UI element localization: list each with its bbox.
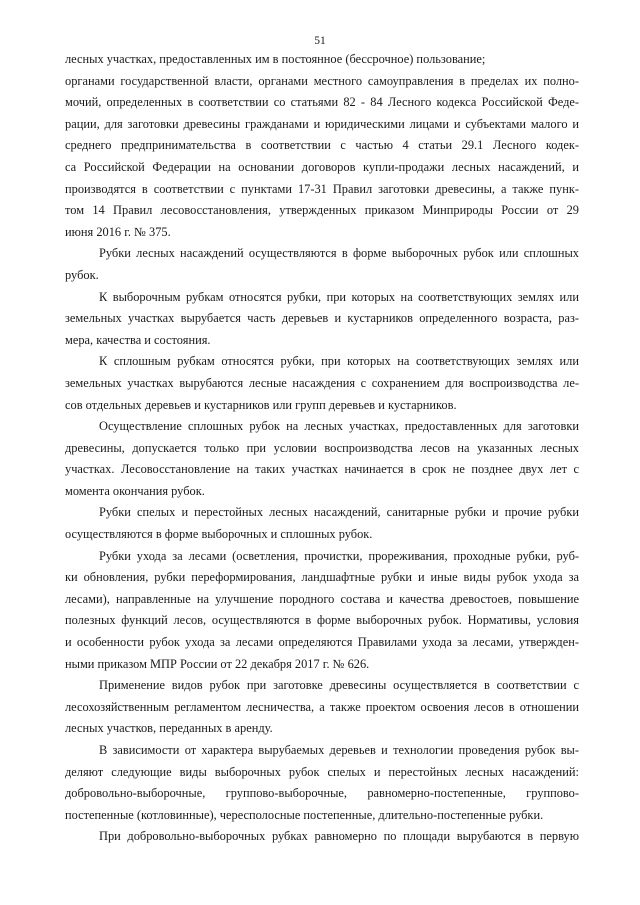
text-line: Рубки лесных насаждений осуществляются в форме выборочных рубок или сплошных — [99, 246, 579, 261]
text-line: са Российской Федерации на основании договоров купли-продажи лесных насаждений, и — [65, 159, 579, 174]
text-line: земельных участках вырубаются лесные насаждения с сохранением для воспроизводства ле- — [65, 375, 579, 390]
text-line: лесных участках, предоставленных им в постоянное (бессрочное) пользование; — [65, 52, 486, 66]
text-line: Применение видов рубок при заготовке древесины осуществляется в соответствии с — [99, 678, 579, 693]
text-line: ными приказом МПР России от 22 декабря 2017 г. № 626. — [65, 656, 370, 671]
text-line: земельных участках вырубается часть деревьев и кустарников определенного возраста, раз- — [65, 311, 579, 326]
text-line: деляют следующие виды выборочных рубок спелых и перестойных лесных насаждений: — [65, 764, 579, 779]
text-line: лесных участков, переданных в аренду. — [65, 721, 273, 736]
text-line: и особенности рубок ухода за лесами определяются Правилами ухода за лесами, утвержден- — [65, 635, 579, 650]
page-number: 51 — [314, 35, 326, 47]
text-line: Рубки ухода за лесами (осветления, прочистки, прореживания, проходные рубки, руб- — [99, 548, 579, 563]
text-line: полезных функций лесов, осуществляются в форме выборочных рубок. Нормативы, условия — [65, 613, 579, 628]
text-line: сов отдельных деревьев и кустарников или групп деревьев и кустарников. — [65, 397, 457, 412]
text-line: июня 2016 г. № 375. — [65, 224, 171, 239]
text-line: В зависимости от характера вырубаемых деревьев и технологии проведения рубок вы- — [99, 743, 579, 757]
body-text — [65, 49, 579, 848]
text-line: Рубки спелых и перестойных лесных насаждений, санитарные рубки и прочие рубки — [99, 505, 579, 520]
text-line: Осуществление сплошных рубок на лесных участках, предоставленных для заготовки — [99, 419, 579, 434]
text-line: рубок. — [65, 267, 99, 282]
text-line: лесами), направленные на улучшение породного состава и качества древостоев, повышение — [65, 591, 579, 606]
text-line: добровольно-выборочные, группово-выборочные, равномерно-постепенные, группово- — [65, 786, 579, 801]
text-line: участках. Лесовосстановление на таких участках начинается в срок не позднее двух лет с — [65, 462, 579, 477]
text-line: К сплошным рубкам относятся рубки, при которых на соответствующих землях или — [99, 354, 579, 369]
text-line: мера, качества и состояния. — [65, 332, 211, 347]
text-line: древесины, допускается только при условии воспроизводства лесов на указанных лесных — [65, 440, 579, 455]
text-line: осуществляются в форме выборочных и сплошных рубок. — [65, 527, 373, 542]
text-line: органами государственной власти, органами местного самоуправления в пределах их полно- — [65, 73, 579, 88]
text-line: При добровольно-выборочных рубках равномерно по площади вырубаются в первую — [99, 829, 579, 844]
text-line: рации, для заготовки древесины гражданами и юридическими лицами и субъектами малого и — [65, 116, 579, 131]
text-line: постепенные (котловинные), чересполосные постепенные, длительно-постепенные рубки. — [65, 807, 544, 822]
text-line: ки обновления, рубки переформирования, ландшафтные рубки и иные виды рубок ухода за — [65, 570, 579, 585]
text-line: мочий, определенных в соответствии со статьями 82 - 84 Лесного кодекса Российской Феде- — [65, 95, 579, 110]
text-line: среднего предпринимательства в соответствии с частью 4 статьи 29.1 Лесного кодек- — [65, 138, 579, 153]
text-line: лесохозяйственным регламентом лесничества, а также проектом освоения лесов в отношении — [65, 699, 579, 714]
text-line: момента окончания рубок. — [65, 483, 205, 498]
text-line: К выборочным рубкам относятся рубки, при которых на соответствующих землях или — [99, 289, 579, 304]
text-line: производятся в соответствии с пунктами 17-31 Правил заготовки древесины, а также пунк- — [65, 181, 579, 196]
text-line: том 14 Правил лесовосстановления, утвержденных приказом Минприроды России от 29 — [65, 203, 579, 218]
